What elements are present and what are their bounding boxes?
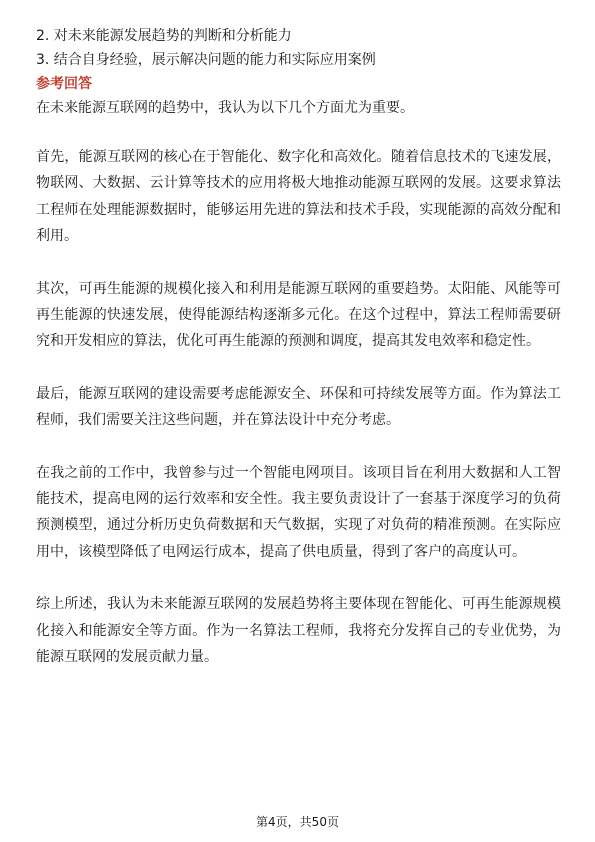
answer-intro: 在未来能源互联网的趋势中，我认为以下几个方面尤为重要。 (36, 100, 414, 116)
answer-paragraph-first: 首先，能源互联网的核心在于智能化、数字化和高效化。随着信息技术的飞速发展，物联网、大数据、云计算等技术的应用将极大地推动能源互联网的发展。这要求算法工程师在处理能源数据时，能够运用先进的算法和技术手段，实现能源的高效分配和利用。 (36, 149, 561, 245)
answer-paragraph-finally: 最后，能源互联网的建设需要考虑能源安全、环保和可持续发展等方面。作为算法工程师，我们需要关注这些问题，并在算法设计中充分考虑。 (36, 385, 561, 429)
page-number-footer: 第4页，共50页 (256, 815, 339, 829)
answer-paragraph-summary: 综上所述，我认为未来能源互联网的发展趋势将主要体现在智能化、可再生能源规模化接入和能源安全等方面。作为一名算法工程师，我将充分发挥自己的专业优势，为能源互联网的发展贡献力量。 (36, 596, 561, 666)
reference-answer-heading: 参考回答 (36, 76, 92, 92)
answer-paragraph-second: 其次，可再生能源的规模化接入和利用是能源互联网的重要趋势。太阳能、风能等可再生能源的快速发展，使得能源结构逐渐多元化。在这个过程中，算法工程师需要研究和开发相应的算法，优化可再生能源的预测和调度，提高其发电效率和稳定性。 (36, 280, 561, 350)
page-content (36, 24, 561, 671)
answer-paragraph-project-case: 在我之前的工作中，我曾参与过一个智能电网项目。该项目旨在利用大数据和人工智能技术，提高电网的运行效率和安全性。我主要负责设计了一套基于深度学习的负荷预测模型，通过分析历史负荷数据和天气数据，实现了对负荷的精准预测。在实际应用中，该模型降低了电网运行成本，提高了供电质量，得到了客户的高度认可。 (36, 464, 561, 560)
requirement-item-2: 2. 对未来能源发展趋势的判断和分析能力 (36, 28, 292, 44)
requirement-item-3: 3. 结合自身经验，展示解决问题的能力和实际应用案例 (36, 52, 376, 68)
